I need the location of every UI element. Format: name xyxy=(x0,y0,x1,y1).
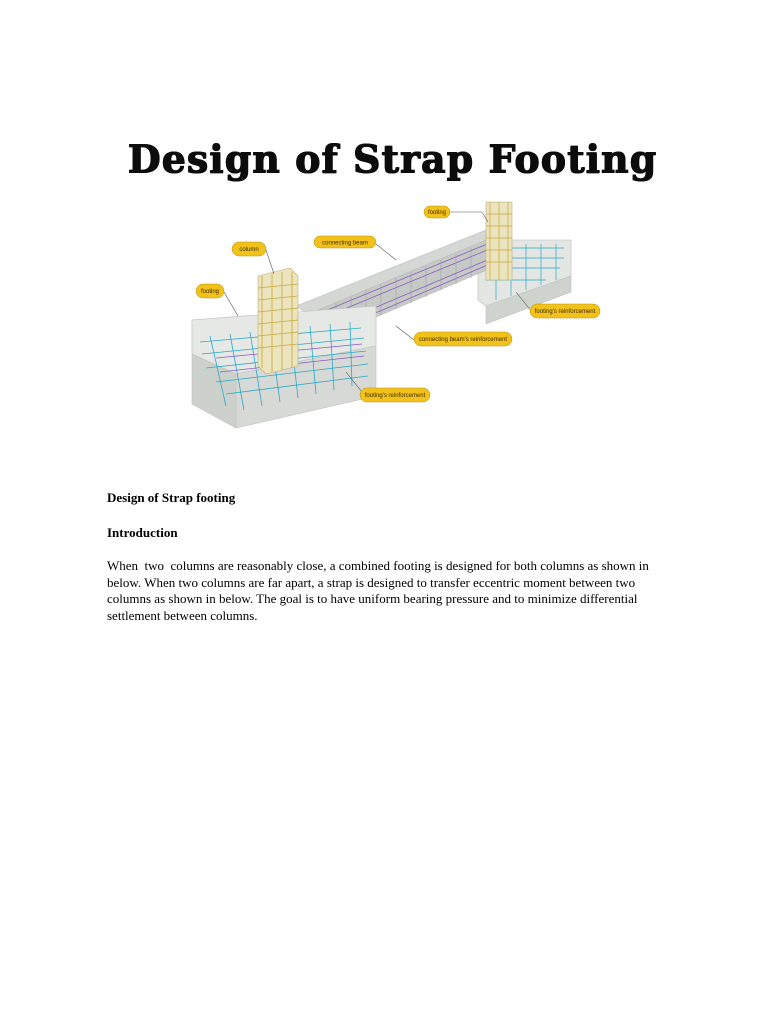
callout-footing-top-label: footing xyxy=(427,210,447,216)
callout-connecting-beam xyxy=(314,236,376,248)
banner-title: Design of Strap Footing xyxy=(127,136,657,181)
callout-footing-left xyxy=(196,284,224,298)
callout-footing-reinforcement-right xyxy=(530,304,600,318)
callout-footing-top xyxy=(424,206,450,218)
strap-footing-illustration xyxy=(186,196,596,456)
callout-connecting-beam-label: connecting beam xyxy=(322,240,368,247)
callout-column xyxy=(232,242,266,256)
left-column xyxy=(258,268,298,374)
callout-footing-reinforcement-left xyxy=(360,388,430,402)
callout-connecting-beam-reinforcement xyxy=(414,332,512,346)
right-column xyxy=(486,202,512,280)
callout-connecting-beam-reinforcement-label: connecting beam's reinforcement xyxy=(418,337,508,343)
callout-footing-left-label: footing xyxy=(200,289,220,295)
intro-paragraph: When two columns are reasonably close, a combined footing is designed for both columns as shown in below. When two columns are far apart, a strap is designed to transfer eccentric moment between two columns as shown in below. The goal is to have uniform bearing pressure and to minimize differential settlement between columns. xyxy=(107,558,653,623)
section-title: Introduction xyxy=(107,525,178,540)
document-heading: Design of Strap footing xyxy=(107,490,236,505)
callout-column-label: column xyxy=(239,247,259,253)
callout-footing-reinforcement-right-label: footing's reinforcement xyxy=(534,309,596,315)
callout-footing-reinforcement-left-label: footing's reinforcement xyxy=(364,393,426,399)
